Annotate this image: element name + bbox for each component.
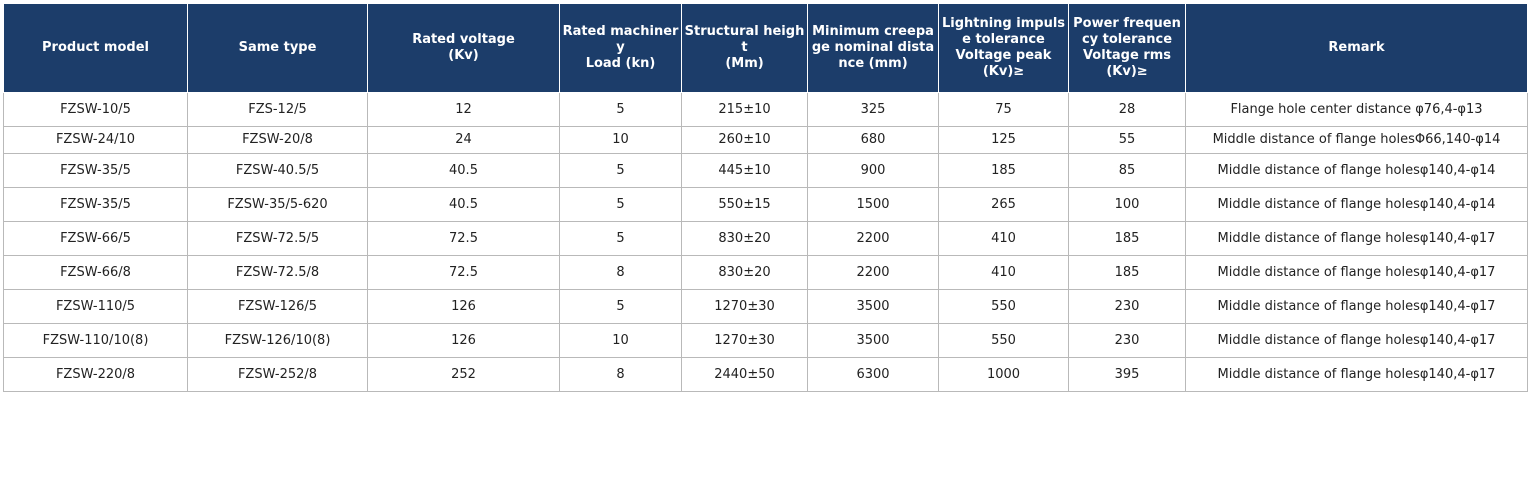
power-frequency-cell: 100 (1069, 188, 1186, 222)
lightning-impulse-cell: 550 (939, 290, 1069, 324)
rated-voltage-cell: 40.5 (368, 188, 560, 222)
remark-cell: Flange hole center distance φ76,4-φ13 (1186, 93, 1528, 127)
remark-cell: Middle distance of flange holesφ140,4-φ17 (1186, 324, 1528, 358)
power-frequency-cell: 185 (1069, 256, 1186, 290)
rated-load-cell: 5 (560, 188, 682, 222)
structural-height-cell: 1270±30 (682, 290, 808, 324)
same-type-cell: FZSW-72.5/5 (188, 222, 368, 256)
creepage-distance-cell: 1500 (808, 188, 939, 222)
rated-voltage-cell: 24 (368, 127, 560, 154)
table-header-row (4, 4, 1528, 93)
rated-load-cell: 8 (560, 256, 682, 290)
rated-voltage-cell: 72.5 (368, 222, 560, 256)
structural-height-cell: 550±15 (682, 188, 808, 222)
table-row (4, 290, 1528, 324)
lightning-impulse-cell: 550 (939, 324, 1069, 358)
product-model-cell: FZSW-110/10(8) (4, 324, 188, 358)
lightning-impulse-cell: 125 (939, 127, 1069, 154)
table-row (4, 324, 1528, 358)
power-frequency-cell: 185 (1069, 222, 1186, 256)
rated-load-cell: 5 (560, 290, 682, 324)
structural-height-cell: 215±10 (682, 93, 808, 127)
lightning-impulse-cell: 410 (939, 256, 1069, 290)
product-model-cell: FZSW-66/5 (4, 222, 188, 256)
header-creepage-distance: Minimum creepage nominal distance (mm) (808, 4, 939, 93)
same-type-cell: FZSW-72.5/8 (188, 256, 368, 290)
header-power-frequency: Power frequency tolerance Voltage rms (Kv)≥ (1069, 4, 1186, 93)
lightning-impulse-cell: 185 (939, 154, 1069, 188)
table-row (4, 154, 1528, 188)
structural-height-cell: 1270±30 (682, 324, 808, 358)
remark-cell: Middle distance of flange holesφ140,4-φ17 (1186, 358, 1528, 392)
creepage-distance-cell: 2200 (808, 222, 939, 256)
header-same-type: Same type (188, 4, 368, 93)
header-remark: Remark (1186, 4, 1528, 93)
rated-load-cell: 5 (560, 222, 682, 256)
spec-table (3, 3, 1528, 392)
rated-voltage-cell: 12 (368, 93, 560, 127)
product-model-cell: FZSW-35/5 (4, 188, 188, 222)
same-type-cell: FZSW-40.5/5 (188, 154, 368, 188)
table-row (4, 127, 1528, 154)
rated-load-cell: 10 (560, 127, 682, 154)
header-rated-voltage: Rated voltage (Kv) (368, 4, 560, 93)
rated-load-cell: 5 (560, 93, 682, 127)
creepage-distance-cell: 900 (808, 154, 939, 188)
creepage-distance-cell: 6300 (808, 358, 939, 392)
header-lightning-impulse: Lightning impulse tolerance Voltage peak (Kv)≥ (939, 4, 1069, 93)
rated-voltage-cell: 40.5 (368, 154, 560, 188)
same-type-cell: FZSW-20/8 (188, 127, 368, 154)
lightning-impulse-cell: 410 (939, 222, 1069, 256)
rated-load-cell: 8 (560, 358, 682, 392)
power-frequency-cell: 230 (1069, 324, 1186, 358)
product-model-cell: FZSW-24/10 (4, 127, 188, 154)
table-row (4, 93, 1528, 127)
header-product-model: Product model (4, 4, 188, 93)
table-row (4, 222, 1528, 256)
power-frequency-cell: 85 (1069, 154, 1186, 188)
table-row (4, 256, 1528, 290)
table-row (4, 188, 1528, 222)
power-frequency-cell: 28 (1069, 93, 1186, 127)
product-model-cell: FZSW-10/5 (4, 93, 188, 127)
power-frequency-cell: 55 (1069, 127, 1186, 154)
product-model-cell: FZSW-66/8 (4, 256, 188, 290)
same-type-cell: FZS-12/5 (188, 93, 368, 127)
rated-voltage-cell: 126 (368, 290, 560, 324)
lightning-impulse-cell: 265 (939, 188, 1069, 222)
remark-cell: Middle distance of flange holesΦ66,140-φ14 (1186, 127, 1528, 154)
remark-cell: Middle distance of flange holesφ140,4-φ14 (1186, 154, 1528, 188)
creepage-distance-cell: 3500 (808, 290, 939, 324)
header-rated-load: Rated machinery Load (kn) (560, 4, 682, 93)
header-structural-height: Structural height (Mm) (682, 4, 808, 93)
lightning-impulse-cell: 1000 (939, 358, 1069, 392)
remark-cell: Middle distance of flange holesφ140,4-φ17 (1186, 256, 1528, 290)
same-type-cell: FZSW-35/5-620 (188, 188, 368, 222)
structural-height-cell: 830±20 (682, 256, 808, 290)
structural-height-cell: 445±10 (682, 154, 808, 188)
table-row (4, 358, 1528, 392)
same-type-cell: FZSW-252/8 (188, 358, 368, 392)
lightning-impulse-cell: 75 (939, 93, 1069, 127)
power-frequency-cell: 230 (1069, 290, 1186, 324)
remark-cell: Middle distance of flange holesφ140,4-φ17 (1186, 290, 1528, 324)
rated-voltage-cell: 252 (368, 358, 560, 392)
same-type-cell: FZSW-126/5 (188, 290, 368, 324)
power-frequency-cell: 395 (1069, 358, 1186, 392)
rated-voltage-cell: 72.5 (368, 256, 560, 290)
creepage-distance-cell: 325 (808, 93, 939, 127)
rated-voltage-cell: 126 (368, 324, 560, 358)
product-model-cell: FZSW-220/8 (4, 358, 188, 392)
rated-load-cell: 5 (560, 154, 682, 188)
same-type-cell: FZSW-126/10(8) (188, 324, 368, 358)
structural-height-cell: 2440±50 (682, 358, 808, 392)
rated-load-cell: 10 (560, 324, 682, 358)
structural-height-cell: 260±10 (682, 127, 808, 154)
creepage-distance-cell: 680 (808, 127, 939, 154)
structural-height-cell: 830±20 (682, 222, 808, 256)
product-model-cell: FZSW-35/5 (4, 154, 188, 188)
product-model-cell: FZSW-110/5 (4, 290, 188, 324)
remark-cell: Middle distance of flange holesφ140,4-φ17 (1186, 222, 1528, 256)
creepage-distance-cell: 3500 (808, 324, 939, 358)
table-body (4, 93, 1528, 392)
creepage-distance-cell: 2200 (808, 256, 939, 290)
remark-cell: Middle distance of flange holesφ140,4-φ14 (1186, 188, 1528, 222)
